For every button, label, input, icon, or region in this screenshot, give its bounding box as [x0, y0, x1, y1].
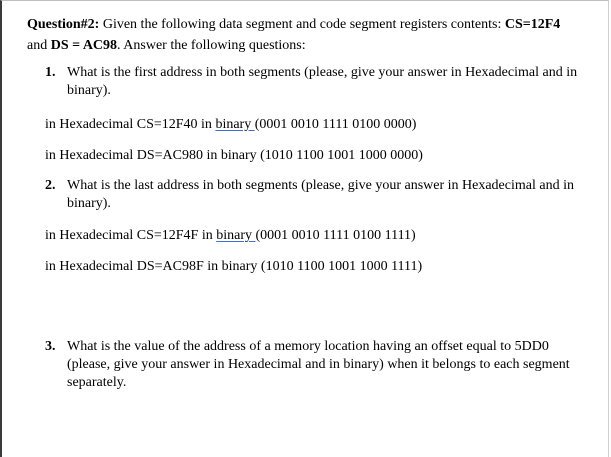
question-intro — [27, 14, 597, 56]
cs-register-value: CS=12F4 — [504, 17, 561, 32]
question-number: 2. — [45, 178, 56, 193]
question-item — [45, 177, 585, 213]
intro-text-3: . Answer the following questions: — [117, 38, 306, 53]
question-item — [45, 64, 585, 100]
question-item — [45, 338, 585, 392]
question-text: What is the first address in both segments (please, give your answer in Hexadecimal and in binary). — [67, 65, 578, 98]
question-number: 3. — [45, 339, 56, 354]
answer-q1-cs-prefix: in Hexadecimal CS=12F40 in — [45, 117, 216, 132]
answer-q2-cs-binary-word: binary — [216, 228, 256, 243]
answer-q1-cs-binary-word: binary — [215, 117, 255, 132]
intro-text-1: Given the following data segment and code segment registers contents: — [99, 17, 505, 32]
answer-q2-ds: in Hexadecimal DS=AC98F in binary (1010 1100 1001 1000 1111) — [45, 259, 423, 274]
answer-q2-cs-binary: (0001 0010 1111 0100 1111) — [255, 228, 416, 243]
answer-q1-cs — [45, 116, 416, 134]
question-text: What is the value of the address of a memory location having an offset equal to 5DD0 (please, give your answer in Hexadecimal and in binary) when it belongs to each segment separately. — [67, 339, 570, 390]
answer-q2-cs-prefix: in Hexadecimal CS=12F4F in — [45, 228, 217, 243]
question-label: Question#2: — [27, 17, 100, 32]
answer-q1-cs-binary: (0001 0010 1111 0100 0000) — [254, 117, 417, 132]
question-text: What is the last address in both segments (please, give your answer in Hexadecimal and in binary). — [67, 178, 574, 211]
ds-register-value: DS = AC98 — [50, 38, 118, 53]
answer-q2-cs — [45, 227, 416, 245]
intro-text-2: and — [27, 38, 51, 53]
answer-q1-ds: in Hexadecimal DS=AC980 in binary (1010 1100 1001 1000 0000) — [45, 148, 423, 163]
question-number: 1. — [45, 65, 56, 80]
